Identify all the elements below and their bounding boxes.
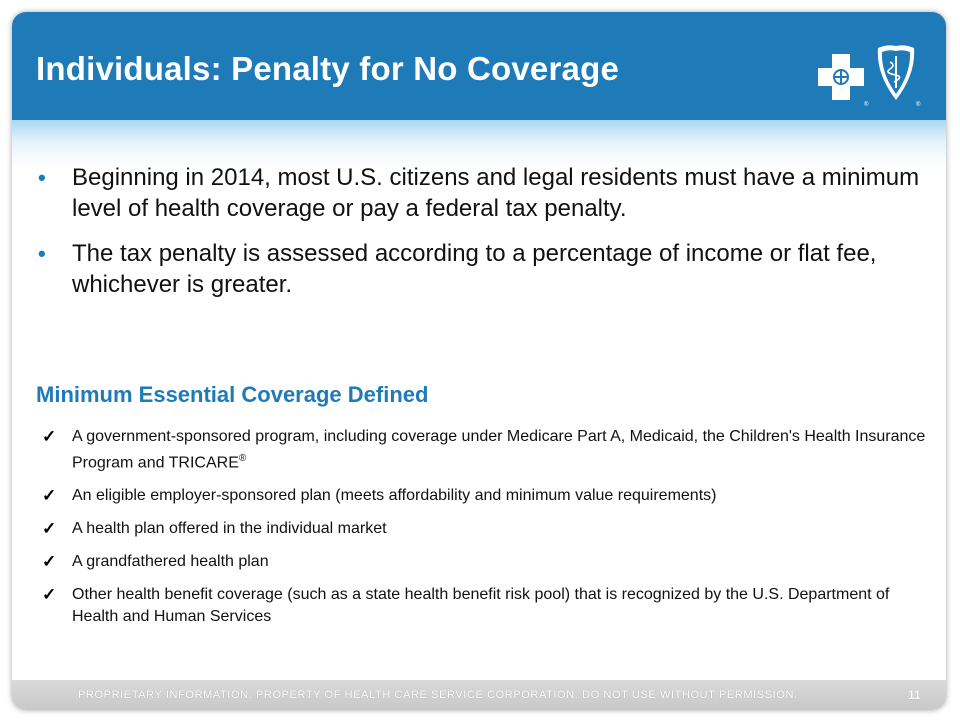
section-heading: Minimum Essential Coverage Defined	[36, 382, 429, 407]
svg-text:®: ®	[916, 102, 921, 108]
bullet-list	[36, 162, 926, 314]
checklist-text: A health plan offered in the individual market	[72, 520, 387, 538]
footer-disclaimer: PROPRIETARY INFORMATION. PROPERTY OF HEALTH CARE SERVICE CORPORATION. DO NOT USE WITHOUT PERMISSION.	[78, 689, 798, 701]
page-title: Individuals: Penalty for No Coverage	[36, 50, 619, 87]
bullet-item	[36, 162, 926, 224]
checklist-item	[36, 551, 926, 573]
bullet-dot-icon: •	[38, 241, 46, 266]
checklist-item	[36, 485, 926, 507]
footer-bar	[12, 680, 946, 710]
svg-text:®: ®	[864, 102, 869, 108]
header-bar	[12, 12, 946, 120]
checklist-item	[36, 426, 926, 474]
checklist	[36, 426, 926, 639]
page-number: 11	[908, 688, 921, 702]
bullet-text: The tax penalty is assessed according to a percentage of income or flat fee, whichever is greater.	[72, 240, 877, 298]
checkmark-icon: ✓	[42, 552, 57, 572]
checklist-item	[36, 518, 926, 540]
bullet-text: Beginning in 2014, most U.S. citizens and legal residents must have a minimum level of health coverage or pay a federal tax penalty.	[72, 164, 920, 222]
checklist-text: A grandfathered health plan	[72, 553, 269, 571]
checklist-text: Other health benefit coverage (such as a state health benefit risk pool) that is recognized by the U.S. Department of Health and Human Services	[72, 586, 890, 626]
checklist-text: A government-sponsored program, including coverage under Medicare Part A, Medicaid, the Children's Health Insurance Program and TRICARE	[72, 428, 926, 472]
blue-cross-icon	[818, 54, 869, 108]
logo-group	[816, 42, 926, 112]
bullet-item	[36, 238, 926, 300]
bullet-dot-icon: •	[38, 165, 46, 190]
checkmark-icon: ✓	[42, 585, 57, 605]
blue-shield-icon	[878, 45, 921, 108]
slide	[12, 12, 946, 710]
checkmark-icon: ✓	[42, 519, 57, 539]
checkmark-icon: ✓	[42, 486, 57, 506]
checkmark-icon: ✓	[42, 427, 57, 446]
checklist-text: An eligible employer-sponsored plan (meets affordability and minimum value requirements)	[72, 487, 717, 505]
checklist-item	[36, 584, 926, 628]
registered-mark: ®	[238, 453, 247, 464]
header-fade	[12, 120, 946, 166]
